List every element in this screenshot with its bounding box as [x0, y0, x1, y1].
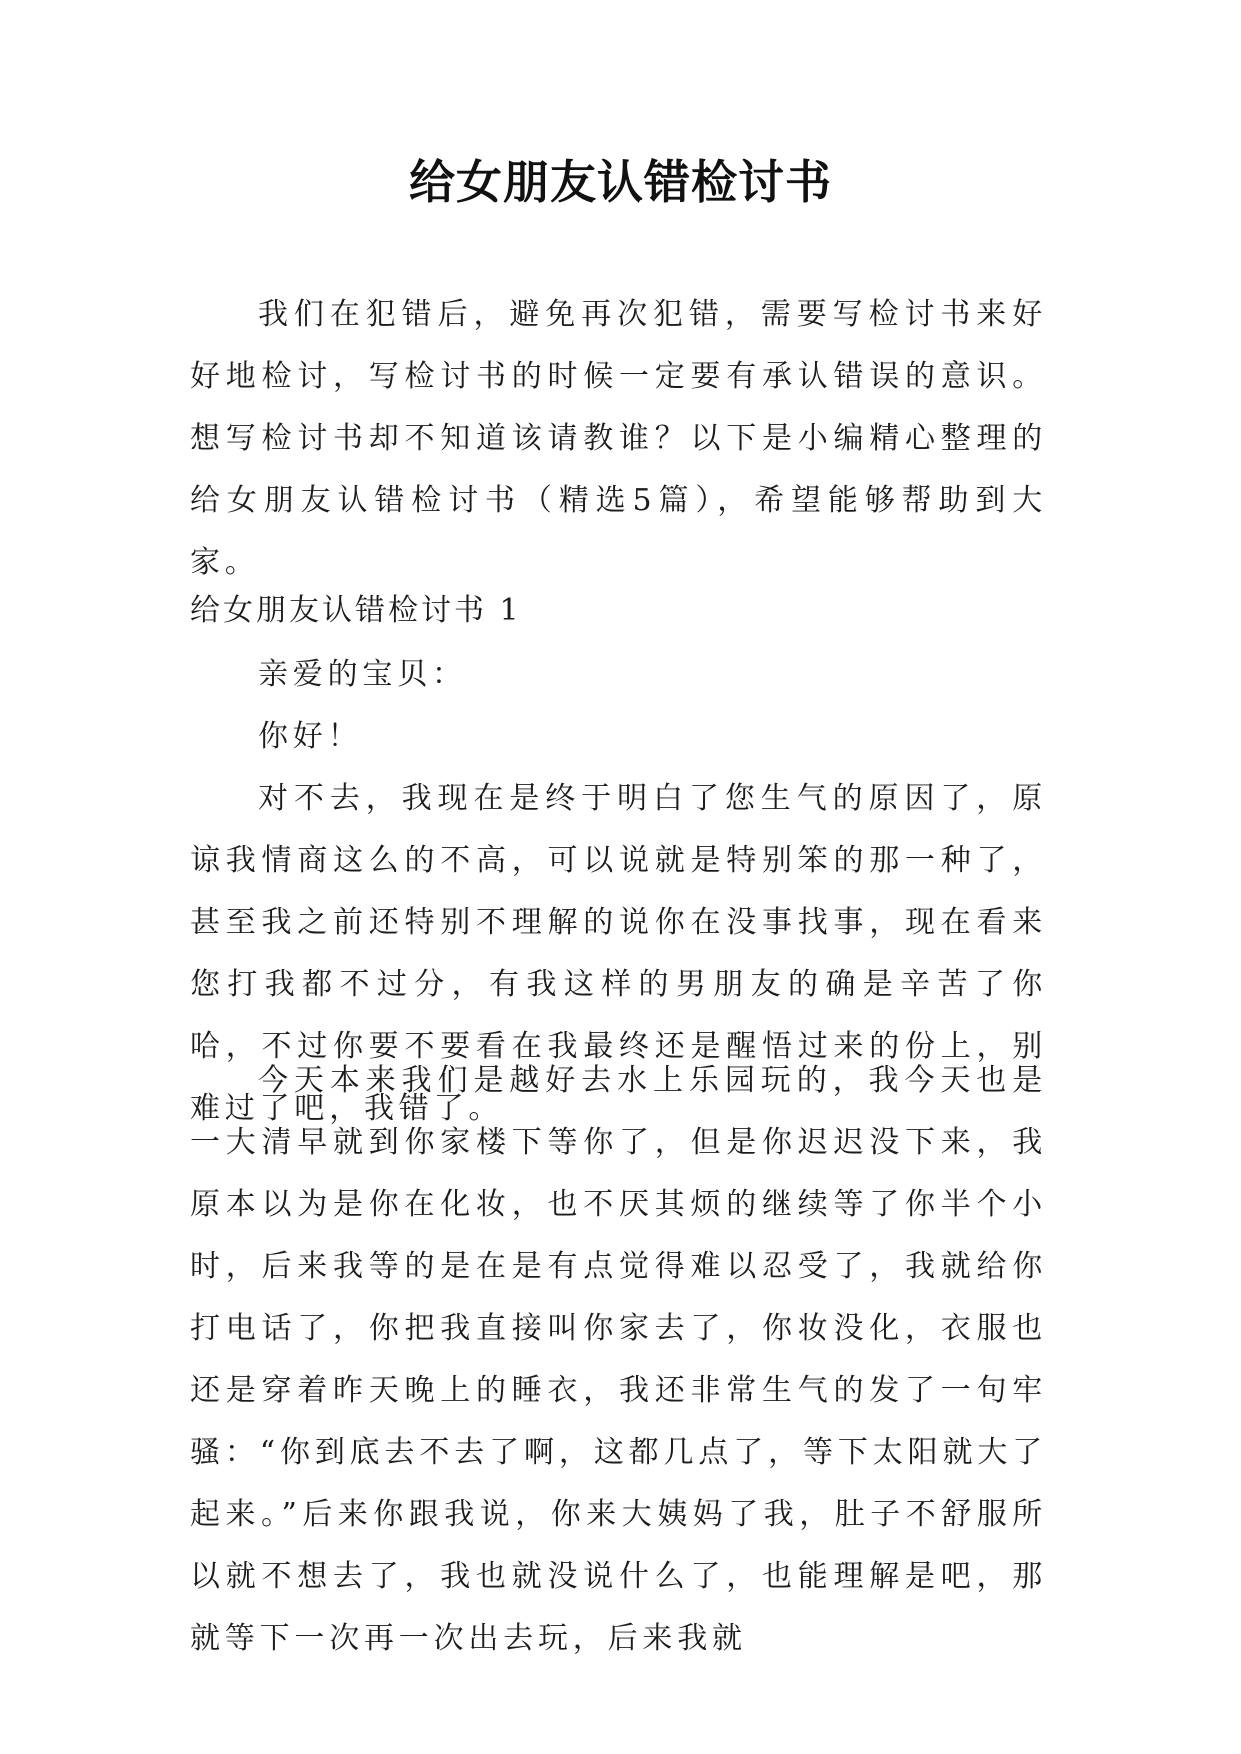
greeting-line: 你好！ — [258, 719, 363, 754]
body-paragraph: 对不去，我现在是终于明白了您生气的原因了，原谅我情商这么的不高，可以说就是特别笨的那一种了，甚至我之前还特别不理解的说你在没事找事，现在看来您打我都不过分，有我这样的男朋友的确是辛苦了你哈，不过你要不要看在我最终还是醒悟过来的份上，别难过了吧，我错了。 — [190, 781, 1047, 1126]
intro-paragraph: 我们在犯错后，避免再次犯错，需要写检讨书来好好地检讨，写检讨书的时候一定要有承认错误的意识。想写检讨书却不知道该请教谁？以下是小编精心整理的给女朋友认错检讨书（精选5篇），希望能够帮助到大家。 — [190, 297, 1047, 580]
body-paragraph: 今天本来我们是越好去水上乐园玩的，我今天也是一大清早就到你家楼下等你了，但是你迟迟没下来，我原本以为是你在化妆，也不厌其烦的继续等了你半个小时，后来我等的是在是有点觉得难以忍受了，我就给你打电话了，你把我直接叫你家去了，你妆没化，衣服也还是穿着昨天晚上的睡衣，我还非常生气的发了一句牢骚：“你到底去不去了啊，这都几点了，等下太阳就大了起来。”后来你跟我说，你来大姨妈了我，肚子不舒服所以就不想去了，我也就没说什么了，也能理解是吧，那就等下一次再一次出去玩，后来我就 — [190, 1063, 1047, 1656]
section-heading: 给女朋友认错检讨书 1 — [190, 593, 522, 628]
salutation-line: 亲爱的宝贝： — [258, 657, 467, 692]
document-title: 给女朋友认错检讨书 — [409, 155, 832, 209]
